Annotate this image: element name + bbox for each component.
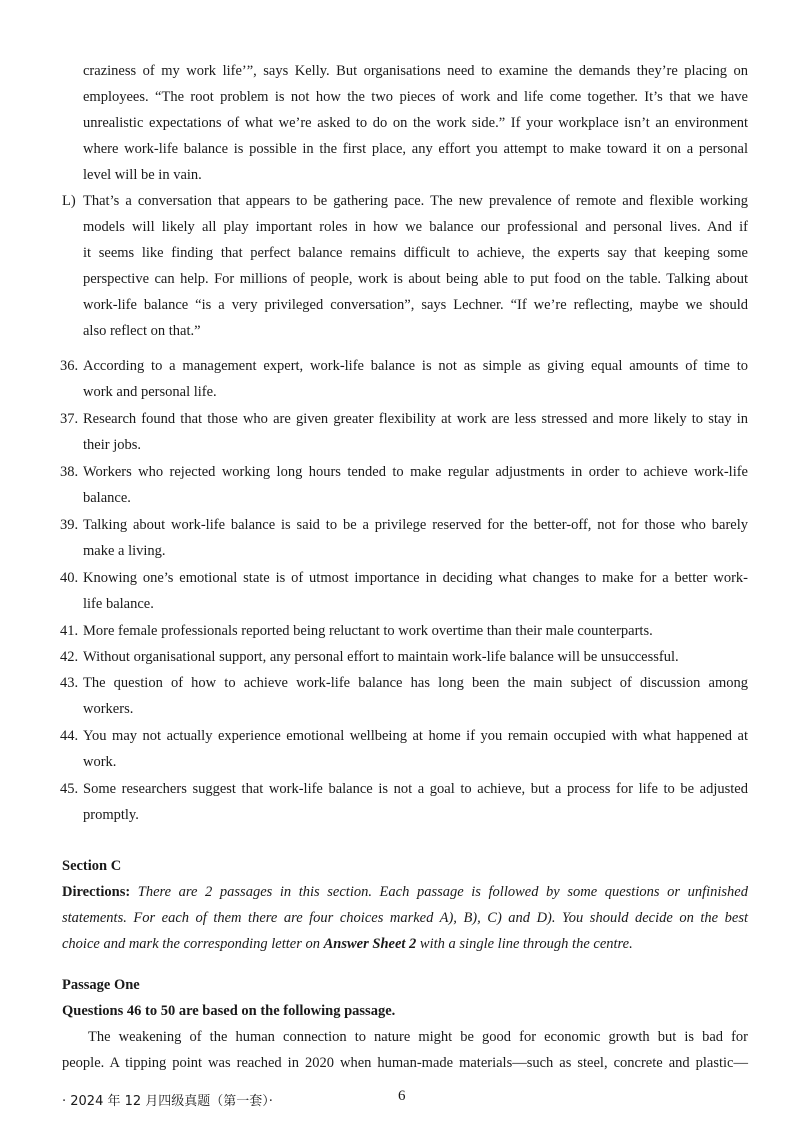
question-text: life balance.: [83, 596, 154, 612]
question-text: According to a management expert, work-life balance is not as simple as giving equal amounts of time to: [83, 358, 748, 374]
question-text: make a living.: [83, 543, 166, 559]
question-number: 45.: [60, 781, 79, 797]
question-number: 38.: [60, 464, 79, 480]
passage-line: people. A tipping point was reached in 2020 when human-made materials—such as steel, concrete and plastic—: [62, 1055, 748, 1071]
exam-footer-label: · 2024 年 12 月四级真题（第一套）·: [62, 1094, 273, 1109]
question-text: Knowing one’s emotional state is of utmost importance in deciding what changes to make for a better work-: [83, 570, 748, 586]
question-text: You may not actually experience emotional wellbeing at home if you remain occupied with what happened at: [83, 728, 748, 744]
question-number: 43.: [60, 675, 79, 691]
question-text: The question of how to achieve work-life balance has long been the main subject of discussion among: [83, 675, 748, 691]
page-number: 6: [398, 1088, 406, 1104]
question-number: 39.: [60, 517, 79, 533]
question-text: work and personal life.: [83, 384, 217, 400]
directions-line: [62, 883, 748, 901]
question-text: Some researchers suggest that work-life balance is not a goal to achieve, but a process for life to be adjusted: [83, 781, 748, 797]
section-heading: Section C: [62, 858, 122, 874]
question-text: their jobs.: [83, 437, 141, 453]
paragraph-k-line: craziness of my work life’”, says Kelly. But organisations need to examine the demands they’re placing on: [83, 63, 748, 79]
paragraph-l-line: That’s a conversation that appears to be gathering pace. The new prevalence of remote and flexible working: [83, 193, 748, 209]
directions-text: There are 2 passages in this section. Each passage is followed by some questions or unfinished: [137, 884, 748, 900]
passage-subheading: Questions 46 to 50 are based on the following passage.: [62, 1003, 396, 1019]
directions-line: [62, 935, 633, 953]
paragraph-label: L): [62, 193, 76, 209]
question-text: Without organisational support, any personal effort to maintain work-life balance will be unsuccessful.: [83, 649, 679, 665]
paragraph-l-line: also reflect on that.”: [83, 323, 201, 339]
question-text: More female professionals reported being reluctant to work overtime than their male counterparts.: [83, 623, 653, 639]
question-number: 36.: [60, 358, 79, 374]
question-text: Talking about work-life balance is said to be a privilege reserved for the better-off, not for those who barely: [83, 517, 748, 533]
question-text: Workers who rejected working long hours tended to make regular adjustments in order to achieve work-life: [83, 464, 748, 480]
paragraph-l-line: work-life balance “is a very privileged conversation”, says Lechner. “If we’re reflecting, maybe we should: [83, 297, 748, 313]
directions-text: with a single line through the centre.: [416, 936, 633, 952]
paragraph-l-line: it seems like finding that perfect balance remains difficult to achieve, the experts say that keeping some: [83, 245, 748, 261]
question-text: Research found that those who are given greater flexibility at work are less stressed and more likely to stay in: [83, 411, 748, 427]
paragraph-l-line: models will likely all play important roles in how we balance our professional and personal lives. And if: [83, 219, 748, 235]
answer-sheet-ref: Answer Sheet 2: [323, 936, 417, 952]
directions-label: Directions:: [62, 884, 131, 900]
paragraph-k-line: unrealistic expectations of what we’re asked to do on the work side.” If your workplace isn’t an environment: [83, 115, 748, 131]
question-text: promptly.: [83, 807, 139, 823]
question-text: balance.: [83, 490, 131, 506]
paragraph-k-line: level will be in vain.: [83, 167, 202, 183]
paragraph-k-line: where work-life balance is possible in the first place, any effort you attempt to make toward it on a personal: [83, 141, 748, 157]
question-number: 41.: [60, 623, 79, 639]
paragraph-k-line: employees. “The root problem is not how the two pieces of work and life come together. It’s that we have: [83, 89, 748, 105]
question-number: 44.: [60, 728, 79, 744]
question-text: workers.: [83, 701, 134, 717]
question-number: 40.: [60, 570, 79, 586]
passage-line: The weakening of the human connection to nature might be good for economic growth but is bad for: [88, 1029, 748, 1045]
directions-line: statements. For each of them there are four choices marked A), B), C) and D). You should decide on the best: [62, 910, 748, 926]
question-number: 42.: [60, 649, 79, 665]
directions-text: choice and mark the corresponding letter on: [62, 936, 324, 952]
question-number: 37.: [60, 411, 79, 427]
passage-heading: Passage One: [62, 977, 140, 993]
paragraph-l-line: perspective can help. For millions of people, work is about being able to put food on the table. Talking about: [83, 271, 748, 287]
question-text: work.: [83, 754, 117, 770]
